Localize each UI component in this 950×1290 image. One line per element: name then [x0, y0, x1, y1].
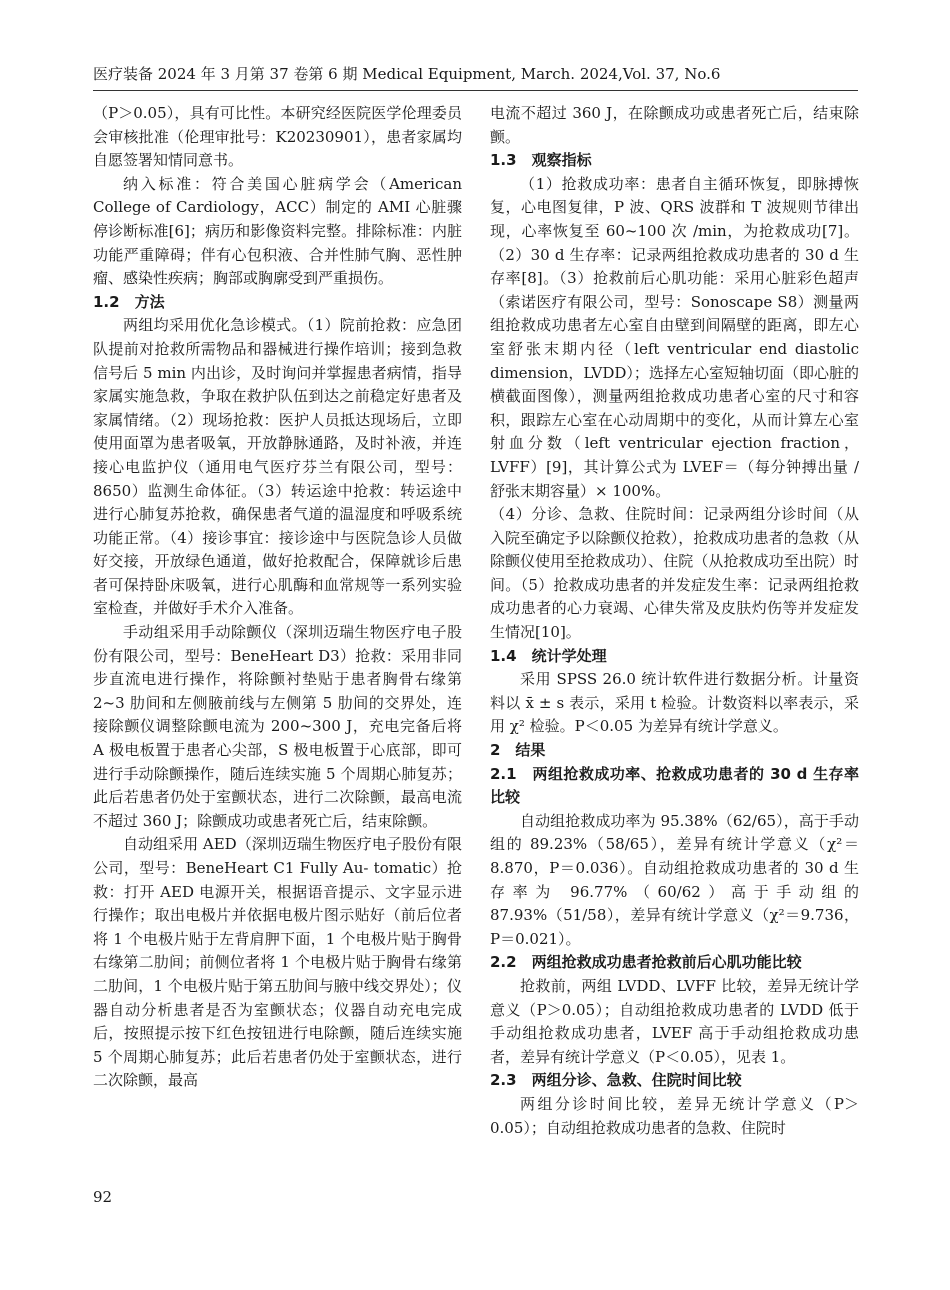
page-number: 92 [93, 1188, 113, 1206]
section-heading: 2.3 两组分诊、急救、住院时间比较 [490, 1071, 742, 1090]
section-heading: 2.1 两组抢救成功率、抢救成功患者的 30 d 生存率比较 [490, 764, 859, 807]
paragraph: （P＞0.05），具有可比性。本研究经医院医学伦理委员会审核批准（伦理审批号：K20230901），患者家属均自愿签署知情同意书。 [93, 104, 462, 170]
paragraph: 手动组采用手动除颤仪（深圳迈瑞生物医疗电子股份有限公司，型号：BeneHeart D3）抢救：采用非同步直流电进行操作，将除颤衬垫贴于患者胸骨右缘第 2~3 肋间和左侧腋前线与左侧第 5 肋间的交界处，连接除颤仪调整除颤电流为 200~300 J，充电完备后将 A 极电板置于患者心尖部，S 极电板置于心底部，即可进行手动除颤操作，随后连续实施 5 个周期心肺复苏；此后若患者仍处于室颤状态，进行二次除颤，最高电流不超过 360 J；除颤成功或患者死亡后，结束除颤。 [93, 623, 462, 830]
paragraph: （1）抢救成功率：患者自主循环恢复，即脉搏恢复，心电图复律，P 波、QRS 波群和 T 波规则节律出现，心率恢复至 60~100 次 /min，为抢救成功[7]。（2）30 d 生存率：记录两组抢救成功患者的 30 d 生存率[8]。（3）抢救前后心肌功能：采用心脏彩色超声（索诺医疗有限公司，型号：Sonoscape S8）测量两组抢救成功患者左心室自由壁到间隔壁的距离，即左心室舒张末期内径（left ventricular end diastolic dimension，LVDD）；选择左心室短轴切面（即心脏的横截面图像），测量两组抢救成功患者心室的尺寸和容积，跟踪左心室在心动周期中的变化，从而计算左心室射血分数（left ventricular ejection fraction，LVFF）[9]，其计算公式为 LVEF＝（每分钟搏出量 / 舒张末期容量）× 100%。 [490, 174, 859, 500]
paragraph: 电流不超过 360 J，在除颤成功或患者死亡后，结束除颤。 [490, 104, 859, 146]
running-header: 医疗装备 2024 年 3 月第 37 卷第 6 期 Medical Equipment, March. 2024,Vol. 37, No.6 [93, 65, 721, 83]
paragraph: 两组分诊时间比较，差异无统计学意义（P＞0.05）；自动组抢救成功患者的急救、住院时 [490, 1094, 859, 1137]
paragraph: 抢救前，两组 LVDD、LVFF 比较，差异无统计学意义（P＞0.05）；自动组抢救成功患者的 LVDD 低于手动组抢救成功患者，LVEF 高于手动组抢救成功患者，差异有统计学意义（P＜0.05），见表 1。 [490, 976, 859, 1066]
paragraph: （4）分诊、急救、住院时间：记录两组分诊时间（从入院至确定予以除颤仪抢救），抢救成功患者的急救（从除颤仪使用至抢救成功）、住院（从抢救成功至出院）时间。（5）抢救成功患者的并发症发生率：记录两组抢救成功患者的心力衰竭、心律失常及皮肤灼伤等并发症发生情况[10]。 [490, 505, 859, 642]
section-heading: 2.2 两组抢救成功患者抢救前后心肌功能比较 [490, 953, 802, 972]
section-heading: 2 结果 [490, 741, 546, 760]
section-heading: 1.2 方法 [93, 292, 165, 311]
left-column [93, 102, 462, 1093]
section-heading: 1.3 观察指标 [490, 151, 592, 170]
paragraph: 纳入标准：符合美国心脏病学会（American College of Cardiology，ACC）制定的 AMI 心脏骤停诊断标准[6]；病历和影像资料完整。排除标准：内脏功能严重障碍；伴有心包积液、合并性肺气胸、恶性肿瘤、感染性疾病；胸部或胸廓受到严重损伤。 [93, 174, 462, 288]
paragraph: 两组均采用优化急诊模式。（1）院前抢救：应急团队提前对抢救所需物品和器械进行操作培训；接到急救信号后 5 min 内出诊，及时询问并掌握患者病情，指导家属实施急救，争取在救护队伍到达之前稳定好患者及家属情绪。（2）现场抢救：医护人员抵达现场后，立即使用面罩为患者吸氧，开放静脉通路，及时补液，并连接心电监护仪（通用电气医疗芬兰有限公司，型号：8650）监测生命体征。（3）转运途中抢救：转运途中进行心肺复苏抢救，确保患者气道的温湿度和呼吸系统功能正常。（4）接诊事宜：接诊途中与医院急诊人员做好交接，开放绿色通道，做好抢救配合，保障就诊后患者可保持卧床吸氧，进行心肌酶和血常规等一系列实验室检查，并做好手术介入准备。 [93, 316, 462, 618]
paragraph: 自动组抢救成功率为 95.38%（62/65），高于手动组的 89.23%（58/65），差异有统计学意义（χ²＝8.870，P＝0.036）。自动组抢救成功患者的 30 d 生存率为 96.77%（60/62）高于手动组的 87.93%（51/58），差异有统计学意义（χ²＝9.736，P＝0.021）。 [490, 811, 859, 948]
paragraph: 自动组采用 AED（深圳迈瑞生物医疗电子股份有限公司，型号：BeneHeart C1 Fully Au- tomatic）抢救：打开 AED 电源开关，根据语音提示、文字显示进行操作；取出电极片并依据电极片图示贴好（前后位者将 1 个电极片贴于左背肩胛下面，1 个电极片贴于胸骨右缘第二肋间；前侧位者将 1 个电极片贴于胸骨右缘第二肋间，1 个电极片贴于第五肋间与腋中线交界处）；仪器自动分析患者是否为室颤状态；仪器自动充电完成后，按照提示按下红色按钮进行电除颤，随后连续实施 5 个周期心肺复苏；此后若患者仍处于室颤状态，进行二次除颤，最高 [93, 835, 462, 1090]
right-column [490, 102, 859, 1140]
header-rule [93, 90, 858, 91]
section-heading: 1.4 统计学处理 [490, 646, 607, 665]
paragraph: 采用 SPSS 26.0 统计软件进行数据分析。计量资料以 x̄ ± s 表示，采用 t 检验。计数资料以率表示，采用 χ² 检验。P＜0.05 为差异有统计学意义。 [490, 670, 859, 736]
